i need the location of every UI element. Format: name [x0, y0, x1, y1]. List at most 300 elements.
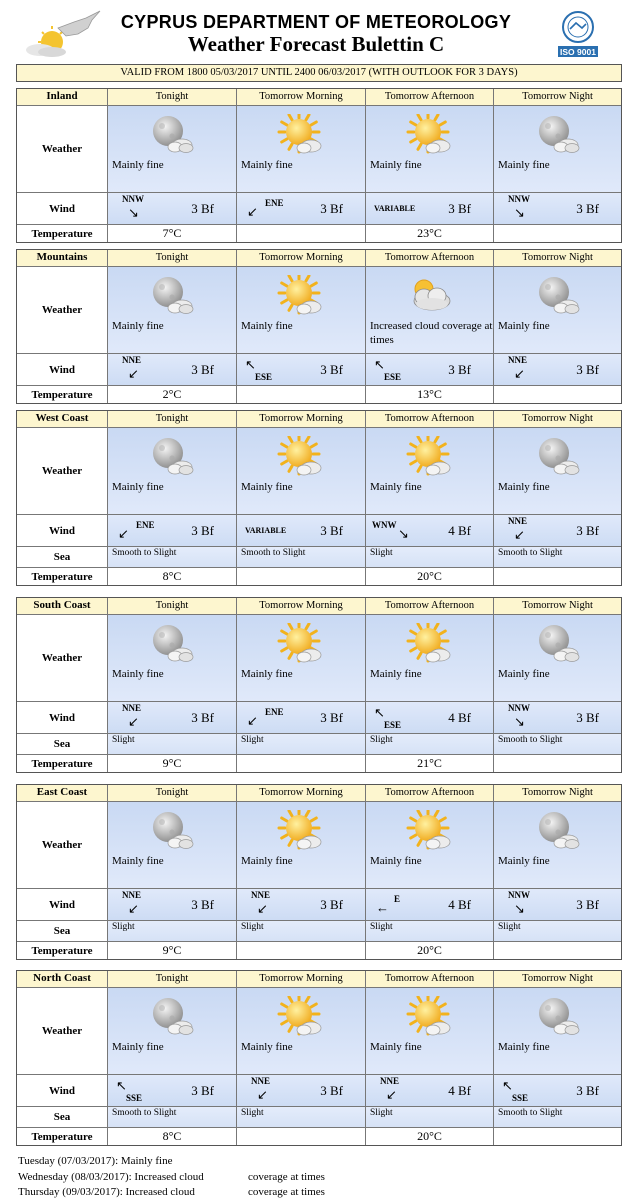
column-header-tomorrow-morning: Tomorrow Morning	[237, 250, 366, 266]
column-header-tomorrow-morning: Tomorrow Morning	[237, 89, 366, 105]
weather-cell	[108, 988, 237, 1074]
wind-direction: NNE	[122, 355, 142, 365]
wind-direction: ESE	[384, 372, 402, 382]
wind-arrow-icon: ↙	[247, 713, 258, 728]
wind-force: 3 Bf	[191, 523, 214, 538]
sea-cell	[494, 921, 621, 941]
wind-cell	[494, 354, 621, 385]
sun-cloud-icon	[406, 810, 454, 852]
wind-force: 4 Bf	[448, 1083, 471, 1098]
column-header-tomorrow-morning: Tomorrow Morning	[237, 598, 366, 614]
wind-direction: NNW	[122, 194, 144, 204]
weather-description: Mainly fine	[370, 481, 422, 493]
wind-row	[17, 193, 621, 225]
wind-arrow-icon: ↙	[128, 714, 139, 729]
wind-arrow-icon: ↘	[514, 205, 525, 220]
sea-cell	[366, 734, 494, 754]
weather-description: Mainly fine	[370, 1041, 422, 1053]
row-label-sea: Sea	[17, 921, 108, 941]
region-table-east-coast	[16, 784, 622, 960]
sea-state: Smooth to Slight	[241, 548, 306, 558]
wind-direction: NNW	[508, 703, 530, 713]
moon-cloud-icon	[148, 114, 196, 156]
temperature-value: 23°C	[366, 225, 494, 242]
temperature-value: 21°C	[366, 755, 494, 772]
weather-row	[17, 267, 621, 354]
weather-description: Mainly fine	[241, 481, 293, 493]
row-label-wind: Wind	[17, 702, 108, 733]
weather-cell	[237, 615, 366, 701]
sea-state: Slight	[370, 548, 393, 558]
row-label-weather: Weather	[17, 615, 108, 701]
wind-direction: NNW	[508, 890, 530, 900]
temperature-row	[17, 386, 621, 403]
weather-description: Mainly fine	[498, 855, 550, 867]
row-label-wind: Wind	[17, 193, 108, 224]
wind-cell	[366, 193, 494, 224]
column-header-tomorrow-morning: Tomorrow Morning	[237, 971, 366, 987]
sea-state: Slight	[241, 1108, 264, 1118]
wind-row	[17, 889, 621, 921]
row-label-sea: Sea	[17, 1107, 108, 1127]
wind-force: 3 Bf	[191, 897, 214, 912]
weather-description: Mainly fine	[241, 1041, 293, 1053]
moon-cloud-icon	[148, 436, 196, 478]
temperature-value	[494, 942, 621, 959]
wind-row	[17, 515, 621, 547]
column-header-tomorrow-night: Tomorrow Night	[522, 973, 593, 984]
column-header-tomorrow-night: Tomorrow Night	[522, 91, 593, 102]
wind-direction: SSE	[126, 1093, 143, 1103]
wind-cell	[494, 702, 621, 733]
temperature-value	[237, 225, 366, 242]
region-table-south-coast	[16, 597, 622, 773]
column-header-tonight: Tonight	[108, 89, 237, 105]
sea-cell	[108, 1107, 237, 1127]
weather-cell	[108, 615, 237, 701]
weather-row	[17, 615, 621, 702]
row-label-weather: Weather	[17, 106, 108, 192]
weather-cell	[366, 428, 494, 514]
cloud-icon	[406, 275, 454, 317]
row-label-temperature: Temperature	[17, 225, 108, 242]
wind-direction: ENE	[265, 707, 284, 717]
sea-state: Slight	[241, 735, 264, 745]
temperature-value: 20°C	[366, 568, 494, 585]
region-table-mountains	[16, 249, 622, 404]
wind-arrow-icon: ↙	[386, 1087, 397, 1102]
weather-row	[17, 428, 621, 515]
weather-description: Mainly fine	[112, 320, 164, 332]
wind-cell	[237, 1075, 366, 1106]
weather-cell	[494, 106, 621, 192]
temperature-value: 2°C	[108, 386, 237, 403]
wind-direction: ESE	[384, 720, 402, 730]
weather-cell	[237, 802, 366, 888]
temperature-value: 9°C	[108, 942, 237, 959]
wind-row	[17, 1075, 621, 1107]
row-label-temperature: Temperature	[17, 568, 108, 585]
wind-cell	[237, 354, 366, 385]
temperature-value	[494, 568, 621, 585]
weather-description: Mainly fine	[370, 855, 422, 867]
wind-arrow-icon: ↘	[398, 526, 409, 541]
moon-cloud-icon	[534, 436, 582, 478]
weather-row	[17, 106, 621, 193]
row-label-weather: Weather	[17, 267, 108, 353]
wind-cell	[237, 702, 366, 733]
temperature-value: 7°C	[108, 225, 237, 242]
weather-cell	[108, 106, 237, 192]
sea-state: Slight	[370, 922, 393, 932]
wind-direction: WNW	[372, 520, 397, 530]
region-header-row	[17, 785, 621, 802]
row-label-wind: Wind	[17, 515, 108, 546]
moon-cloud-icon	[534, 996, 582, 1038]
wind-cell	[494, 515, 621, 546]
temperature-value: 13°C	[366, 386, 494, 403]
column-header-tomorrow-night: Tomorrow Night	[522, 600, 593, 611]
wind-force: 3 Bf	[576, 897, 599, 912]
moon-cloud-icon	[148, 275, 196, 317]
region-name: West Coast	[17, 411, 108, 427]
temperature-value	[237, 755, 366, 772]
sun-cloud-icon	[277, 623, 325, 665]
temperature-value: 20°C	[366, 942, 494, 959]
wind-cell	[108, 702, 237, 733]
column-header-tomorrow-night: Tomorrow Night	[522, 252, 593, 263]
wind-force: 3 Bf	[320, 201, 343, 216]
wind-arrow-icon: ↖	[374, 357, 385, 372]
sea-cell	[237, 1107, 366, 1127]
column-header-tomorrow-afternoon: Tomorrow Afternoon	[366, 411, 494, 427]
wind-cell	[366, 702, 494, 733]
row-label-temperature: Temperature	[17, 386, 108, 403]
wind-cell	[494, 1075, 621, 1106]
wind-arrow-icon: ↘	[128, 205, 139, 220]
weather-cell	[494, 615, 621, 701]
row-label-temperature: Temperature	[17, 755, 108, 772]
weather-cell	[366, 106, 494, 192]
region-name: East Coast	[17, 785, 108, 801]
weather-cell	[494, 988, 621, 1074]
wind-arrow-icon: ←	[376, 900, 389, 915]
wind-cell	[108, 354, 237, 385]
wind-force: 3 Bf	[576, 1083, 599, 1098]
sea-cell	[494, 547, 621, 567]
wind-force: 3 Bf	[576, 201, 599, 216]
wind-arrow-icon: ↙	[118, 526, 129, 541]
wind-cell	[237, 515, 366, 546]
weather-cell	[237, 106, 366, 192]
weather-description: Mainly fine	[498, 320, 550, 332]
wind-arrow-icon: ↖	[374, 705, 385, 720]
wind-cell	[108, 515, 237, 546]
wind-cell	[366, 515, 494, 546]
moon-cloud-icon	[534, 114, 582, 156]
wind-cell	[108, 193, 237, 224]
sun-cloud-icon	[406, 114, 454, 156]
row-label-sea: Sea	[17, 734, 108, 754]
weather-cell	[366, 267, 494, 353]
row-label-temperature: Temperature	[17, 942, 108, 959]
wind-cell	[494, 193, 621, 224]
weather-description: Mainly fine	[498, 159, 550, 171]
weather-cell	[494, 267, 621, 353]
row-label-weather: Weather	[17, 428, 108, 514]
weather-cell	[366, 988, 494, 1074]
temperature-row	[17, 225, 621, 242]
temperature-value: 9°C	[108, 755, 237, 772]
weather-row	[17, 988, 621, 1075]
weather-description: Mainly fine	[112, 855, 164, 867]
wind-force: 4 Bf	[448, 897, 471, 912]
wind-direction: ESE	[255, 372, 273, 382]
sea-cell	[108, 734, 237, 754]
sea-state: Smooth to Slight	[112, 1108, 177, 1118]
sea-cell	[366, 1107, 494, 1127]
sea-state: Slight	[112, 922, 135, 932]
wind-cell	[108, 1075, 237, 1106]
region-name: Inland	[17, 89, 108, 105]
region-table-north-coast	[16, 970, 622, 1146]
outlook-day-text: Thursday (09/03/2017): Increased cloud	[18, 1186, 195, 1198]
weather-cell	[366, 615, 494, 701]
wind-arrow-icon: ↙	[128, 901, 139, 916]
row-label-wind: Wind	[17, 889, 108, 920]
sea-cell	[366, 547, 494, 567]
weather-cell	[237, 428, 366, 514]
region-header-row	[17, 411, 621, 428]
column-header-tonight: Tonight	[108, 598, 237, 614]
temperature-value	[237, 1128, 366, 1145]
wind-cell	[366, 889, 494, 920]
wind-row	[17, 702, 621, 734]
temperature-row	[17, 1128, 621, 1145]
region-name: North Coast	[17, 971, 108, 987]
region-table-inland	[16, 88, 622, 243]
weather-cell	[237, 988, 366, 1074]
region-header-row	[17, 971, 621, 988]
wind-arrow-icon: ↘	[514, 714, 525, 729]
outlook-day-1	[18, 1154, 204, 1170]
column-header-tomorrow-night: Tomorrow Night	[522, 787, 593, 798]
moon-cloud-icon	[534, 623, 582, 665]
moon-cloud-icon	[534, 275, 582, 317]
column-header-tomorrow-morning: Tomorrow Morning	[237, 411, 366, 427]
wind-direction: NNE	[508, 355, 528, 365]
wind-direction: E	[394, 894, 401, 904]
wind-direction: VARIABLE	[245, 526, 287, 535]
temperature-value	[237, 386, 366, 403]
temperature-row	[17, 568, 621, 585]
wind-force: 3 Bf	[320, 897, 343, 912]
sun-cloud-icon	[277, 996, 325, 1038]
wind-row	[17, 354, 621, 386]
wind-force: 3 Bf	[191, 1083, 214, 1098]
iso-9001-logo-icon	[556, 10, 600, 58]
wind-arrow-icon: ↖	[502, 1078, 513, 1093]
row-label-weather: Weather	[17, 988, 108, 1074]
weather-description: Mainly fine	[498, 1041, 550, 1053]
region-header-row	[17, 598, 621, 615]
wind-force: 3 Bf	[320, 710, 343, 725]
wind-direction: ENE	[265, 198, 284, 208]
sea-state: Smooth to Slight	[498, 1108, 563, 1118]
sea-row	[17, 1107, 621, 1128]
wind-arrow-icon: ↙	[128, 366, 139, 381]
valid-period-banner: VALID FROM 1800 05/03/2017 UNTIL 2400 06/03/2017 (WITH OUTLOOK FOR 3 DAYS)	[16, 64, 622, 82]
weather-description: Mainly fine	[241, 668, 293, 680]
sun-cloud-icon	[277, 810, 325, 852]
column-header-tomorrow-night: Tomorrow Night	[522, 413, 593, 424]
wind-arrow-icon: ↙	[514, 527, 525, 542]
wind-force: 4 Bf	[448, 523, 471, 538]
row-label-wind: Wind	[17, 354, 108, 385]
temperature-value	[237, 942, 366, 959]
weather-description: Mainly fine	[112, 1041, 164, 1053]
weather-cell	[494, 428, 621, 514]
weather-cell	[494, 802, 621, 888]
sun-cloud-icon	[277, 114, 325, 156]
weather-description: Mainly fine	[241, 320, 293, 332]
moon-cloud-icon	[534, 810, 582, 852]
row-label-temperature: Temperature	[17, 1128, 108, 1145]
outlook-section	[18, 1154, 325, 1200]
weather-description: Mainly fine	[498, 668, 550, 680]
sea-state: Slight	[370, 735, 393, 745]
wind-arrow-icon: ↙	[257, 1087, 268, 1102]
wind-force: 3 Bf	[320, 1083, 343, 1098]
column-header-tomorrow-afternoon: Tomorrow Afternoon	[366, 785, 494, 801]
column-header-tonight: Tonight	[108, 250, 237, 266]
temperature-row	[17, 942, 621, 959]
weather-cell	[108, 802, 237, 888]
column-header-tomorrow-afternoon: Tomorrow Afternoon	[366, 598, 494, 614]
weather-cell	[108, 267, 237, 353]
outlook-day-tail: coverage at times	[248, 1170, 325, 1183]
header	[0, 0, 632, 62]
temperature-row	[17, 755, 621, 772]
temperature-value: 20°C	[366, 1128, 494, 1145]
outlook-day-2	[18, 1170, 325, 1186]
sun-cloud-icon	[406, 996, 454, 1038]
region-name: Mountains	[17, 250, 108, 266]
outlook-day-text: Wednesday (08/03/2017): Increased cloud	[18, 1170, 204, 1183]
wind-force: 3 Bf	[448, 201, 471, 216]
temperature-value	[494, 386, 621, 403]
outlook-day-tail: coverage at times	[248, 1186, 325, 1198]
wind-force: 3 Bf	[191, 710, 214, 725]
wind-force: 4 Bf	[448, 710, 471, 725]
sea-cell	[237, 547, 366, 567]
sea-cell	[366, 921, 494, 941]
wind-force: 3 Bf	[320, 362, 343, 377]
moon-cloud-icon	[148, 623, 196, 665]
weather-description: Mainly fine	[112, 159, 164, 171]
sea-row	[17, 734, 621, 755]
weather-description: Mainly fine	[370, 159, 422, 171]
bulletin-title: Weather Forecast Bulettin C	[187, 32, 445, 56]
column-header-tonight: Tonight	[108, 785, 237, 801]
wind-direction: NNE	[251, 890, 271, 900]
moon-cloud-icon	[148, 996, 196, 1038]
sea-state: Smooth to Slight	[498, 735, 563, 745]
wind-force: 3 Bf	[191, 201, 214, 216]
wind-arrow-icon: ↙	[514, 366, 525, 381]
region-table-west-coast	[16, 410, 622, 586]
wind-force: 3 Bf	[576, 362, 599, 377]
weather-description: Mainly fine	[241, 159, 293, 171]
sea-cell	[237, 734, 366, 754]
temperature-value: 8°C	[108, 1128, 237, 1145]
wind-direction: ENE	[136, 520, 155, 530]
weather-cell	[237, 267, 366, 353]
weather-description: Mainly fine	[241, 855, 293, 867]
wind-force: 3 Bf	[191, 362, 214, 377]
wind-cell	[494, 889, 621, 920]
sun-cloud-icon	[406, 436, 454, 478]
wind-direction: VARIABLE	[374, 204, 416, 213]
moon-cloud-icon	[148, 810, 196, 852]
weather-cell	[366, 802, 494, 888]
weather-cell	[108, 428, 237, 514]
wind-arrow-icon: ↖	[116, 1078, 127, 1093]
sea-state: Slight	[241, 922, 264, 932]
weather-description: Mainly fine	[112, 481, 164, 493]
sea-row	[17, 921, 621, 942]
sea-state: Smooth to Slight	[112, 548, 177, 558]
wind-direction: NNE	[380, 1076, 400, 1086]
iso-label: ISO 9001	[560, 47, 596, 57]
sea-cell	[108, 547, 237, 567]
wind-direction: NNE	[508, 516, 528, 526]
sea-state: Slight	[112, 735, 135, 745]
temperature-value	[237, 568, 366, 585]
wind-direction: NNE	[251, 1076, 271, 1086]
sun-cloud-icon	[277, 275, 325, 317]
outlook-day-3	[18, 1185, 325, 1200]
wind-arrow-icon: ↙	[247, 204, 258, 219]
column-header-tomorrow-afternoon: Tomorrow Afternoon	[366, 89, 494, 105]
wind-arrow-icon: ↘	[514, 901, 525, 916]
sea-cell	[237, 921, 366, 941]
wind-force: 3 Bf	[448, 362, 471, 377]
temperature-value	[494, 755, 621, 772]
sea-cell	[108, 921, 237, 941]
weather-description: Mainly fine	[370, 668, 422, 680]
wind-arrow-icon: ↖	[245, 357, 256, 372]
weather-description: Mainly fine	[498, 481, 550, 493]
region-header-row	[17, 250, 621, 267]
wind-cell	[237, 889, 366, 920]
region-header-row	[17, 89, 621, 106]
row-label-weather: Weather	[17, 802, 108, 888]
temperature-value	[494, 225, 621, 242]
weather-description: Increased cloud coverage at times	[370, 320, 493, 346]
sea-state: Slight	[370, 1108, 393, 1118]
sea-state: Slight	[498, 922, 521, 932]
sea-cell	[494, 734, 621, 754]
region-name: South Coast	[17, 598, 108, 614]
temperature-value: 8°C	[108, 568, 237, 585]
column-header-tonight: Tonight	[108, 411, 237, 427]
wind-arrow-icon: ↙	[257, 901, 268, 916]
wind-cell	[237, 193, 366, 224]
column-header-tomorrow-afternoon: Tomorrow Afternoon	[366, 250, 494, 266]
weather-row	[17, 802, 621, 889]
wind-force: 3 Bf	[320, 523, 343, 538]
